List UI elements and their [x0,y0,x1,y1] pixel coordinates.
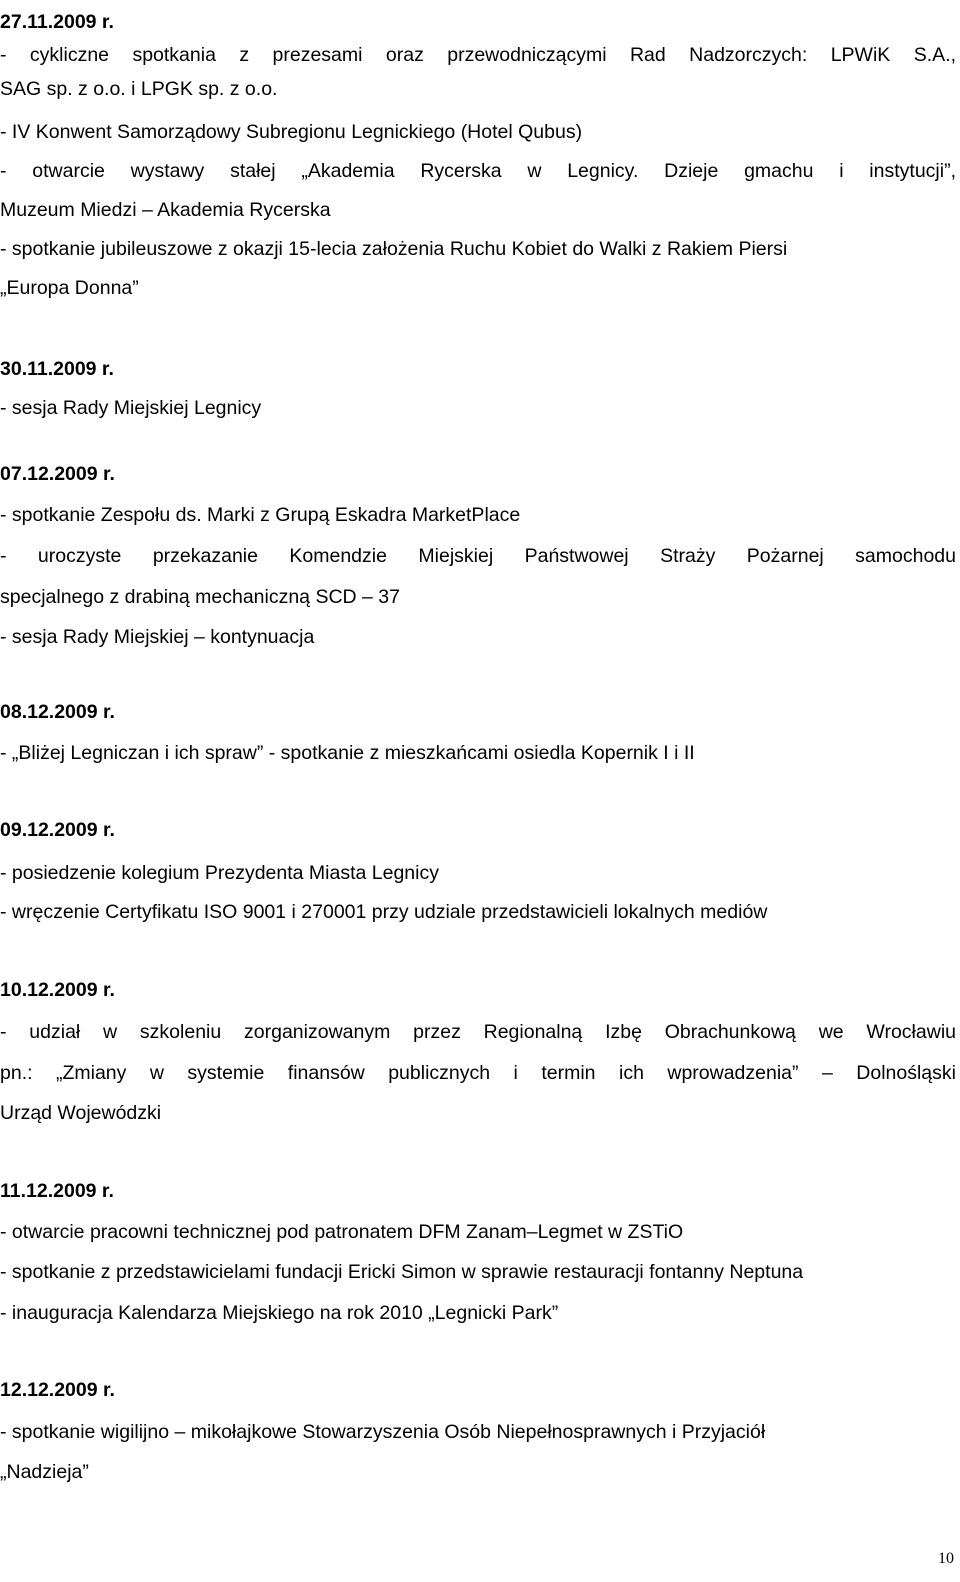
event-line: - inauguracja Kalendarza Miejskiego na rok 2010 „Legnicki Park” [0,1302,559,1324]
event-line: - sesja Rady Miejskiej Legnicy [0,397,262,419]
date-heading: 12.12.2009 r. [0,1379,115,1401]
event-line: - sesja Rady Miejskiej – kontynuacja [0,626,315,648]
event-line: Muzeum Miedzi – Akademia Rycerska [0,199,331,221]
event-line: - udział w szkoleniu zorganizowanym przez Regionalną Izbę Obrachunkową we Wrocławiu [0,1021,956,1043]
page-number: 10 [938,1550,954,1567]
event-line: - uroczyste przekazanie Komendzie Miejskiej Państwowej Straży Pożarnej samochodu [0,545,956,567]
event-line: - spotkanie z przedstawicielami fundacji Ericki Simon w sprawie restauracji fontanny Neptuna [0,1261,804,1283]
date-heading: 27.11.2009 r. [0,11,114,33]
event-line: - wręczenie Certyfikatu ISO 9001 i 270001 przy udziale przedstawicieli lokalnych mediów [0,901,768,923]
event-line: - „Bliżej Legniczan i ich spraw” - spotkanie z mieszkańcami osiedla Kopernik I i II [0,742,695,764]
event-line: specjalnego z drabiną mechaniczną SCD – 37 [0,586,400,608]
event-line: - spotkanie wigilijno – mikołajkowe Stowarzyszenia Osób Niepełnosprawnych i Przyjaciół [0,1421,766,1443]
date-heading: 08.12.2009 r. [0,701,115,723]
event-line: „Nadzieja” [0,1461,89,1483]
event-line: Urząd Wojewódzki [0,1102,162,1124]
date-heading: 07.12.2009 r. [0,463,115,485]
event-line: pn.: „Zmiany w systemie finansów publicznych i termin ich wprowadzenia” – Dolnośląski [0,1062,956,1084]
event-line: - otwarcie pracowni technicznej pod patronatem DFM Zanam–Legmet w ZSTiO [0,1221,684,1243]
event-line: - posiedzenie kolegium Prezydenta Miasta Legnicy [0,862,439,884]
event-line: - IV Konwent Samorządowy Subregionu Legnickiego (Hotel Qubus) [0,121,583,143]
date-heading: 11.12.2009 r. [0,1180,114,1202]
event-line: „Europa Donna” [0,277,139,299]
date-heading: 09.12.2009 r. [0,819,115,841]
event-line: - spotkanie jubileuszowe z okazji 15-lecia założenia Ruchu Kobiet do Walki z Rakiem Piersi [0,238,788,260]
event-line: SAG sp. z o.o. i LPGK sp. z o.o. [0,78,278,100]
date-heading: 10.12.2009 r. [0,979,115,1001]
date-heading: 30.11.2009 r. [0,358,114,380]
event-line: - otwarcie wystawy stałej „Akademia Rycerska w Legnicy. Dzieje gmachu i instytucji”, [0,160,956,182]
event-line: - cykliczne spotkania z prezesami oraz przewodniczącymi Rad Nadzorczych: LPWiK S.A., [0,44,956,66]
event-line: - spotkanie Zespołu ds. Marki z Grupą Eskadra MarketPlace [0,504,521,526]
